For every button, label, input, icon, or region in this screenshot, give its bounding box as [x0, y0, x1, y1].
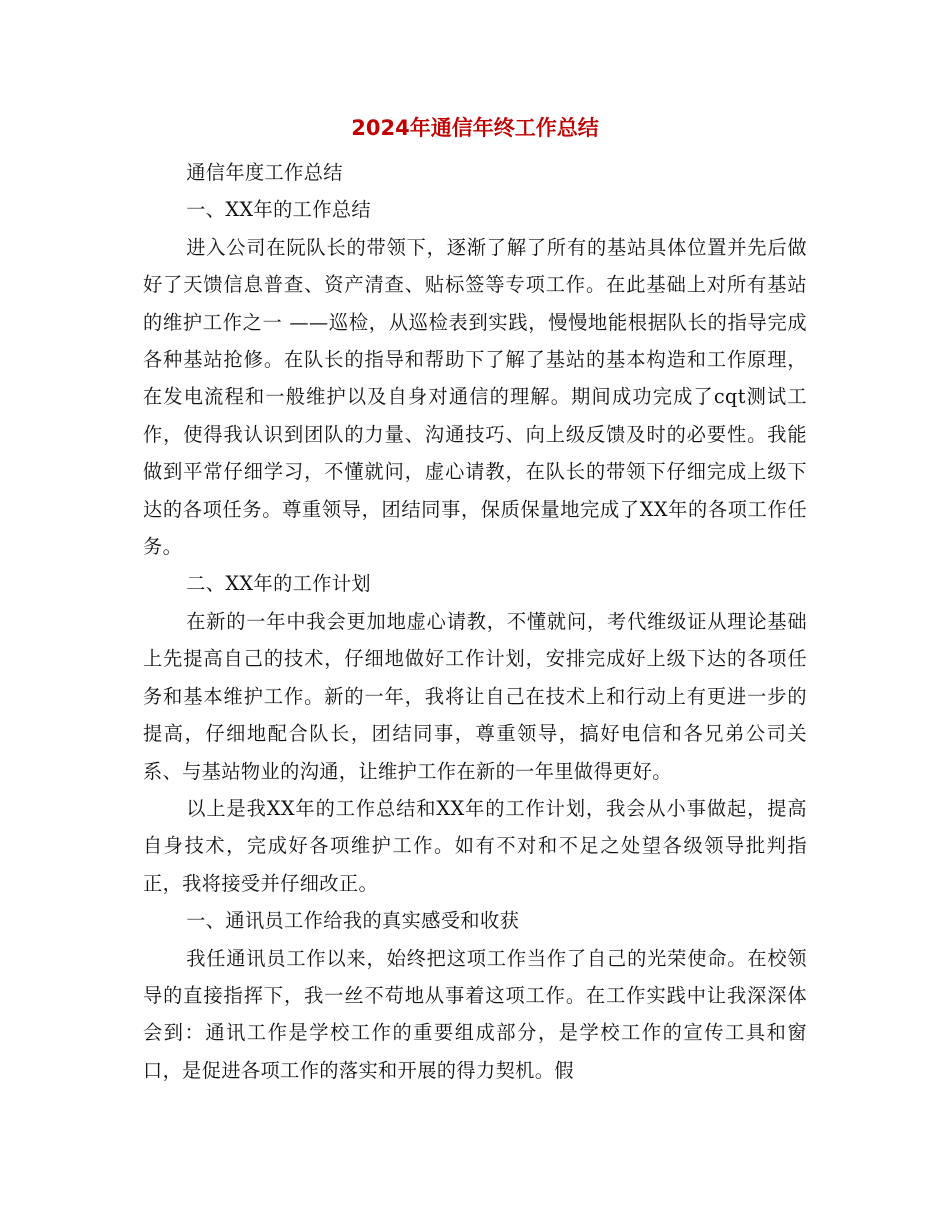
section-heading-plan: 二、XX年的工作计划: [186, 572, 372, 596]
paragraph-subtitle: 通信年度工作总结: [186, 161, 343, 184]
document-title: 2024年通信年终工作总结: [351, 116, 599, 140]
section-heading-correspondent: 一、通讯员工作给我的真实感受和收获: [186, 909, 520, 933]
document-body: [143, 154, 807, 1089]
section-heading-summary: 一、XX年的工作总结: [186, 198, 372, 222]
paragraph-correspondent: 我任通讯员工作以来，始终把这项工作当作了自己的光荣使命。在校领导的直接指挥下，我一丝不苟地从事着这项工作。在工作实践中让我深深体会到：通讯工作是学校工作的重要组成部分，是学校工作的宣传工具和窗口，是促进各项工作的落实和开展的得力契机。假: [143, 946, 807, 1082]
paragraph-plan: 在新的一年中我会更加地虚心请教，不懂就问，考代维级证从理论基础上先提高自己的技术，仔细地做好工作计划，安排完成好上级下达的各项任务和基本维护工作。新的一年，我将让自己在技术上和行动上有更进一步的提高，仔细地配合队长，团结同事，尊重领导，搞好电信和各兄弟公司关系、与基站物业的沟通，让维护工作在新的一年里做得更好。: [143, 609, 807, 783]
paragraph-closing: 以上是我XX年的工作总结和XX年的工作计划，我会从小事做起，提高自身技术，完成好各项维护工作。如有不对和不足之处望各级领导批判指正，我将接受并仔细改正。: [143, 796, 807, 895]
paragraph-summary: 进入公司在阮队长的带领下，逐渐了解了所有的基站具体位置并先后做好了天馈信息普查、资产清查、贴标签等专项工作。在此基础上对所有基站的维护工作之一 ——巡检，从巡检表到实践，慢慢地能根据队长的指导完成各种基站抢修。在队长的指导和帮助下了解了基站的基本构造和工作原理，在发电流程和一般维护以及自身对通信的理解。期间成功完成了cqt测试工作，使得我认识到团队的力量、沟通技巧、向上级反馈及时的必要性。我能做到平常仔细学习，不懂就问，虚心请教，在队长的带领下仔细完成上级下达的各项任务。尊重领导，团结同事，保质保量地完成了XX年的各项工作任务。: [143, 235, 807, 559]
